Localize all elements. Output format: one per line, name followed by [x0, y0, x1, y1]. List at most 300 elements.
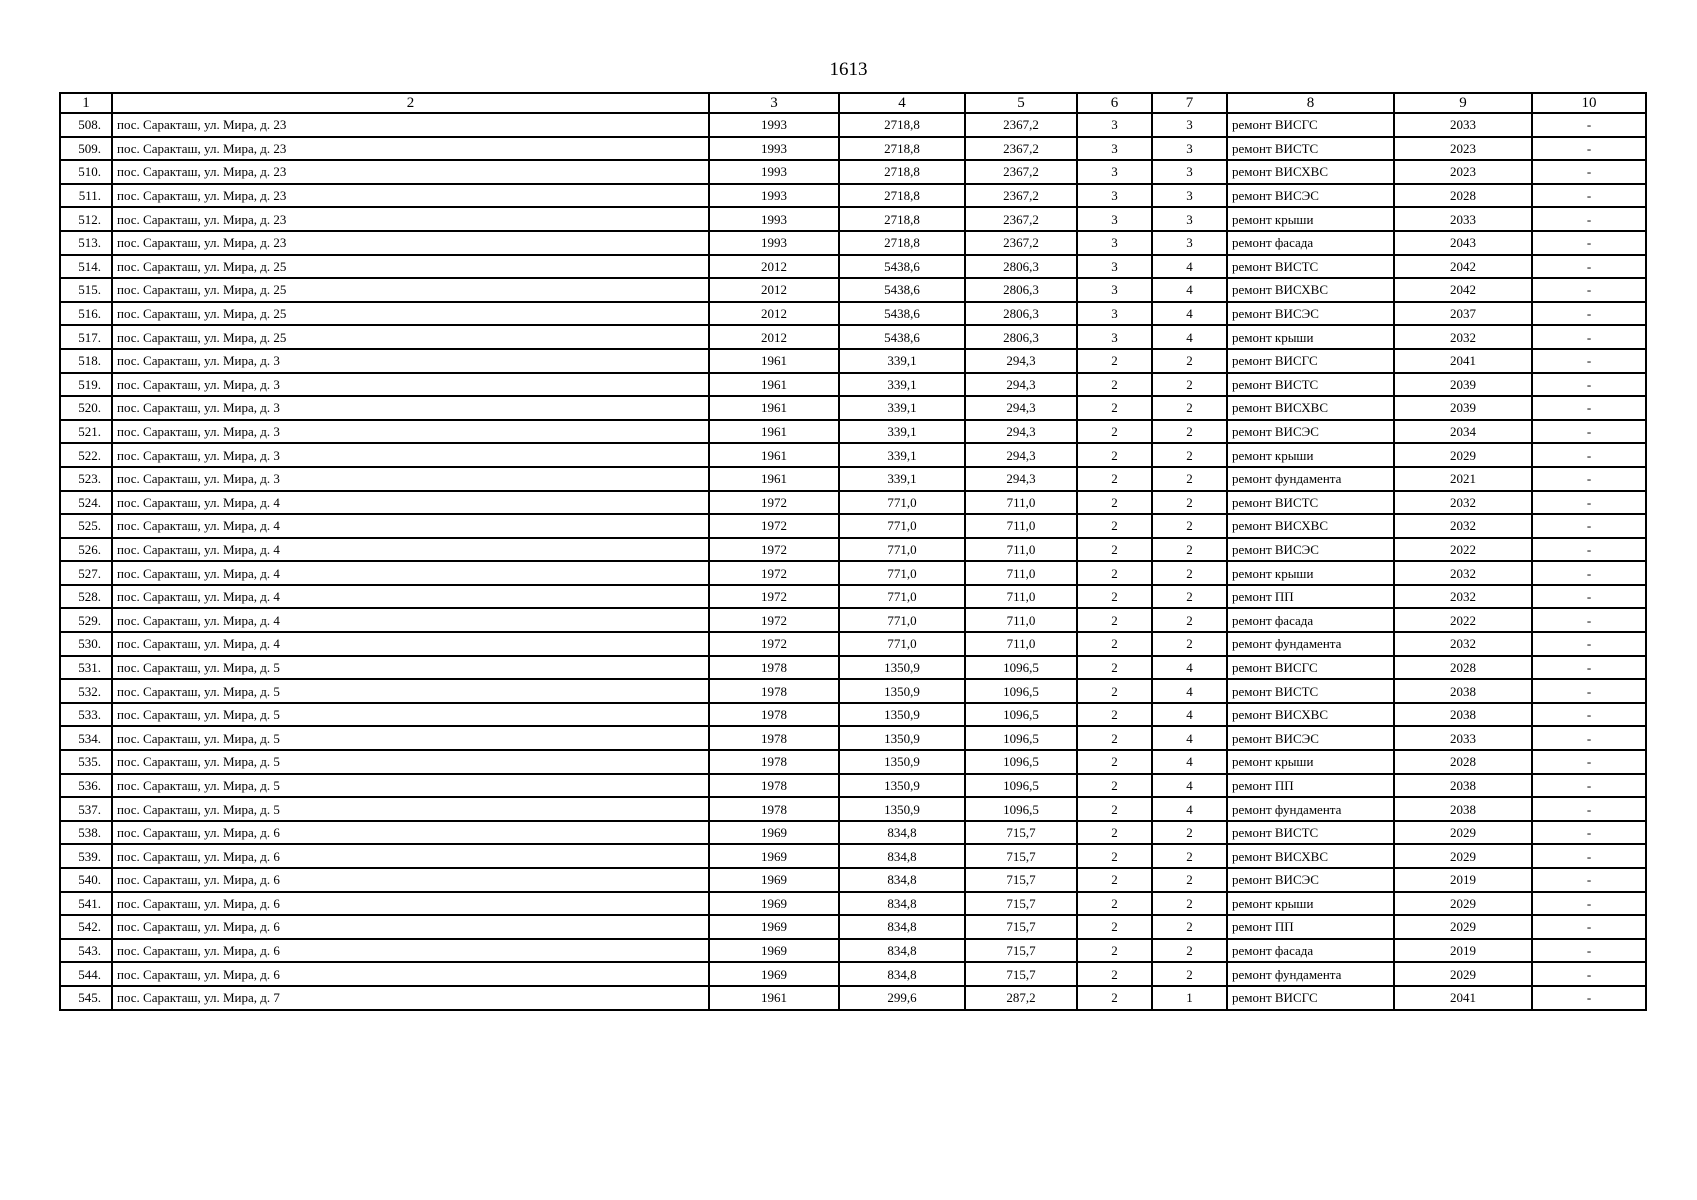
- column-header: 9: [1394, 93, 1532, 113]
- floors-cell: 2: [1077, 467, 1152, 491]
- work-type-cell: ремонт ВИСЭС: [1227, 420, 1394, 444]
- row-number-cell: 536.: [60, 774, 112, 798]
- table-row: [60, 844, 1646, 868]
- total-area-cell: 5438,6: [839, 325, 965, 349]
- entrances-cell: 1: [1152, 986, 1227, 1010]
- address-cell: пос. Саракташ, ул. Мира, д. 5: [112, 703, 709, 727]
- entrances-cell: 4: [1152, 656, 1227, 680]
- work-type-cell: ремонт крыши: [1227, 443, 1394, 467]
- planned-year-cell: 2033: [1394, 113, 1532, 137]
- column-header: 1: [60, 93, 112, 113]
- floors-cell: 2: [1077, 349, 1152, 373]
- table-row: [60, 491, 1646, 515]
- work-type-cell: ремонт ВИСХВС: [1227, 396, 1394, 420]
- row-number-cell: 535.: [60, 750, 112, 774]
- entrances-cell: 4: [1152, 278, 1227, 302]
- floors-cell: 2: [1077, 821, 1152, 845]
- address-cell: пос. Саракташ, ул. Мира, д. 4: [112, 585, 709, 609]
- planned-year-cell: 2019: [1394, 868, 1532, 892]
- year-cell: 1961: [709, 349, 839, 373]
- column-header: 5: [965, 93, 1077, 113]
- floors-cell: 2: [1077, 844, 1152, 868]
- year-cell: 1969: [709, 868, 839, 892]
- total-area-cell: 834,8: [839, 844, 965, 868]
- planned-year-cell: 2023: [1394, 137, 1532, 161]
- table-row: [60, 726, 1646, 750]
- work-type-cell: ремонт ПП: [1227, 585, 1394, 609]
- living-area-cell: 711,0: [965, 514, 1077, 538]
- work-type-cell: ремонт фундамента: [1227, 467, 1394, 491]
- row-number-cell: 531.: [60, 656, 112, 680]
- planned-year-cell: 2029: [1394, 892, 1532, 916]
- living-area-cell: 294,3: [965, 467, 1077, 491]
- living-area-cell: 2806,3: [965, 255, 1077, 279]
- year-cell: 1969: [709, 892, 839, 916]
- note-cell: -: [1532, 585, 1646, 609]
- work-type-cell: ремонт ВИСГС: [1227, 349, 1394, 373]
- living-area-cell: 2806,3: [965, 325, 1077, 349]
- total-area-cell: 339,1: [839, 349, 965, 373]
- total-area-cell: 5438,6: [839, 278, 965, 302]
- floors-cell: 2: [1077, 420, 1152, 444]
- address-cell: пос. Саракташ, ул. Мира, д. 25: [112, 302, 709, 326]
- year-cell: 1972: [709, 585, 839, 609]
- living-area-cell: 294,3: [965, 443, 1077, 467]
- living-area-cell: 1096,5: [965, 774, 1077, 798]
- address-cell: пос. Саракташ, ул. Мира, д. 3: [112, 467, 709, 491]
- table-row: [60, 137, 1646, 161]
- address-cell: пос. Саракташ, ул. Мира, д. 23: [112, 137, 709, 161]
- total-area-cell: 299,6: [839, 986, 965, 1010]
- row-number-cell: 545.: [60, 986, 112, 1010]
- row-number-cell: 537.: [60, 797, 112, 821]
- floors-cell: 3: [1077, 325, 1152, 349]
- living-area-cell: 2806,3: [965, 302, 1077, 326]
- address-cell: пос. Саракташ, ул. Мира, д. 6: [112, 844, 709, 868]
- note-cell: -: [1532, 302, 1646, 326]
- living-area-cell: 715,7: [965, 892, 1077, 916]
- table-row: [60, 396, 1646, 420]
- work-type-cell: ремонт ВИСГС: [1227, 986, 1394, 1010]
- row-number-cell: 514.: [60, 255, 112, 279]
- work-type-cell: ремонт ВИСЭС: [1227, 538, 1394, 562]
- header-row: [60, 93, 1646, 113]
- entrances-cell: 2: [1152, 514, 1227, 538]
- row-number-cell: 527.: [60, 561, 112, 585]
- table-row: [60, 373, 1646, 397]
- row-number-cell: 529.: [60, 608, 112, 632]
- row-number-cell: 513.: [60, 231, 112, 255]
- work-type-cell: ремонт ПП: [1227, 915, 1394, 939]
- column-header: 8: [1227, 93, 1394, 113]
- floors-cell: 2: [1077, 703, 1152, 727]
- year-cell: 1961: [709, 443, 839, 467]
- floors-cell: 2: [1077, 561, 1152, 585]
- year-cell: 1993: [709, 160, 839, 184]
- address-cell: пос. Саракташ, ул. Мира, д. 25: [112, 325, 709, 349]
- entrances-cell: 2: [1152, 561, 1227, 585]
- entrances-cell: 3: [1152, 113, 1227, 137]
- note-cell: -: [1532, 561, 1646, 585]
- total-area-cell: 339,1: [839, 396, 965, 420]
- note-cell: -: [1532, 774, 1646, 798]
- entrances-cell: 2: [1152, 467, 1227, 491]
- planned-year-cell: 2022: [1394, 608, 1532, 632]
- entrances-cell: 4: [1152, 679, 1227, 703]
- planned-year-cell: 2039: [1394, 373, 1532, 397]
- total-area-cell: 2718,8: [839, 137, 965, 161]
- living-area-cell: 715,7: [965, 962, 1077, 986]
- work-type-cell: ремонт крыши: [1227, 750, 1394, 774]
- work-type-cell: ремонт крыши: [1227, 561, 1394, 585]
- row-number-cell: 512.: [60, 207, 112, 231]
- row-number-cell: 510.: [60, 160, 112, 184]
- note-cell: -: [1532, 184, 1646, 208]
- living-area-cell: 287,2: [965, 986, 1077, 1010]
- column-header: 2: [112, 93, 709, 113]
- total-area-cell: 1350,9: [839, 726, 965, 750]
- row-number-cell: 511.: [60, 184, 112, 208]
- total-area-cell: 1350,9: [839, 679, 965, 703]
- planned-year-cell: 2039: [1394, 396, 1532, 420]
- living-area-cell: 1096,5: [965, 703, 1077, 727]
- entrances-cell: 3: [1152, 184, 1227, 208]
- planned-year-cell: 2029: [1394, 844, 1532, 868]
- table-row: [60, 302, 1646, 326]
- floors-cell: 3: [1077, 302, 1152, 326]
- note-cell: -: [1532, 278, 1646, 302]
- living-area-cell: 711,0: [965, 608, 1077, 632]
- entrances-cell: 2: [1152, 962, 1227, 986]
- living-area-cell: 2367,2: [965, 137, 1077, 161]
- entrances-cell: 2: [1152, 396, 1227, 420]
- address-cell: пос. Саракташ, ул. Мира, д. 3: [112, 443, 709, 467]
- planned-year-cell: 2032: [1394, 514, 1532, 538]
- note-cell: -: [1532, 939, 1646, 963]
- total-area-cell: 1350,9: [839, 703, 965, 727]
- planned-year-cell: 2028: [1394, 750, 1532, 774]
- living-area-cell: 1096,5: [965, 797, 1077, 821]
- row-number-cell: 508.: [60, 113, 112, 137]
- row-number-cell: 538.: [60, 821, 112, 845]
- note-cell: -: [1532, 373, 1646, 397]
- year-cell: 1972: [709, 608, 839, 632]
- row-number-cell: 544.: [60, 962, 112, 986]
- work-type-cell: ремонт фасада: [1227, 939, 1394, 963]
- total-area-cell: 2718,8: [839, 231, 965, 255]
- planned-year-cell: 2029: [1394, 443, 1532, 467]
- entrances-cell: 2: [1152, 349, 1227, 373]
- planned-year-cell: 2032: [1394, 491, 1532, 515]
- living-area-cell: 1096,5: [965, 726, 1077, 750]
- note-cell: -: [1532, 844, 1646, 868]
- living-area-cell: 715,7: [965, 939, 1077, 963]
- total-area-cell: 834,8: [839, 892, 965, 916]
- note-cell: -: [1532, 892, 1646, 916]
- work-type-cell: ремонт крыши: [1227, 325, 1394, 349]
- floors-cell: 2: [1077, 726, 1152, 750]
- work-type-cell: ремонт ВИСГС: [1227, 113, 1394, 137]
- entrances-cell: 2: [1152, 491, 1227, 515]
- note-cell: -: [1532, 656, 1646, 680]
- table-row: [60, 561, 1646, 585]
- entrances-cell: 4: [1152, 797, 1227, 821]
- total-area-cell: 771,0: [839, 585, 965, 609]
- work-type-cell: ремонт ВИСТС: [1227, 137, 1394, 161]
- year-cell: 1993: [709, 231, 839, 255]
- table-row: [60, 467, 1646, 491]
- work-type-cell: ремонт ВИСХВС: [1227, 514, 1394, 538]
- row-number-cell: 534.: [60, 726, 112, 750]
- row-number-cell: 526.: [60, 538, 112, 562]
- work-type-cell: ремонт ВИСЭС: [1227, 726, 1394, 750]
- table-row: [60, 349, 1646, 373]
- table-row: [60, 986, 1646, 1010]
- total-area-cell: 771,0: [839, 561, 965, 585]
- address-cell: пос. Саракташ, ул. Мира, д. 5: [112, 726, 709, 750]
- year-cell: 1972: [709, 514, 839, 538]
- table-row: [60, 514, 1646, 538]
- year-cell: 1961: [709, 467, 839, 491]
- planned-year-cell: 2038: [1394, 774, 1532, 798]
- table-row: [60, 679, 1646, 703]
- note-cell: -: [1532, 726, 1646, 750]
- table-row: [60, 656, 1646, 680]
- address-cell: пос. Саракташ, ул. Мира, д. 25: [112, 278, 709, 302]
- floors-cell: 2: [1077, 373, 1152, 397]
- note-cell: -: [1532, 255, 1646, 279]
- work-type-cell: ремонт ВИСТС: [1227, 255, 1394, 279]
- address-cell: пос. Саракташ, ул. Мира, д. 23: [112, 184, 709, 208]
- year-cell: 1969: [709, 821, 839, 845]
- year-cell: 1961: [709, 986, 839, 1010]
- year-cell: 1961: [709, 396, 839, 420]
- entrances-cell: 4: [1152, 255, 1227, 279]
- year-cell: 1969: [709, 915, 839, 939]
- work-type-cell: ремонт ВИСХВС: [1227, 844, 1394, 868]
- table-row: [60, 325, 1646, 349]
- work-type-cell: ремонт ВИСЭС: [1227, 302, 1394, 326]
- table-row: [60, 585, 1646, 609]
- planned-year-cell: 2033: [1394, 726, 1532, 750]
- living-area-cell: 711,0: [965, 585, 1077, 609]
- year-cell: 1978: [709, 679, 839, 703]
- year-cell: 2012: [709, 278, 839, 302]
- work-type-cell: ремонт фундамента: [1227, 632, 1394, 656]
- address-cell: пос. Саракташ, ул. Мира, д. 5: [112, 656, 709, 680]
- address-cell: пос. Саракташ, ул. Мира, д. 4: [112, 491, 709, 515]
- total-area-cell: 1350,9: [839, 750, 965, 774]
- total-area-cell: 1350,9: [839, 774, 965, 798]
- total-area-cell: 339,1: [839, 420, 965, 444]
- note-cell: -: [1532, 325, 1646, 349]
- floors-cell: 3: [1077, 255, 1152, 279]
- total-area-cell: 5438,6: [839, 302, 965, 326]
- table-row: [60, 821, 1646, 845]
- address-cell: пос. Саракташ, ул. Мира, д. 5: [112, 774, 709, 798]
- note-cell: -: [1532, 231, 1646, 255]
- floors-cell: 3: [1077, 231, 1152, 255]
- table-row: [60, 774, 1646, 798]
- column-header: 4: [839, 93, 965, 113]
- entrances-cell: 4: [1152, 774, 1227, 798]
- table-row: [60, 255, 1646, 279]
- note-cell: -: [1532, 349, 1646, 373]
- floors-cell: 3: [1077, 207, 1152, 231]
- planned-year-cell: 2041: [1394, 986, 1532, 1010]
- row-number-cell: 517.: [60, 325, 112, 349]
- address-cell: пос. Саракташ, ул. Мира, д. 3: [112, 373, 709, 397]
- entrances-cell: 3: [1152, 231, 1227, 255]
- living-area-cell: 294,3: [965, 373, 1077, 397]
- entrances-cell: 2: [1152, 420, 1227, 444]
- row-number-cell: 525.: [60, 514, 112, 538]
- planned-year-cell: 2029: [1394, 915, 1532, 939]
- floors-cell: 2: [1077, 656, 1152, 680]
- planned-year-cell: 2038: [1394, 703, 1532, 727]
- work-type-cell: ремонт ВИСТС: [1227, 491, 1394, 515]
- planned-year-cell: 2038: [1394, 679, 1532, 703]
- floors-cell: 2: [1077, 962, 1152, 986]
- entrances-cell: 4: [1152, 302, 1227, 326]
- entrances-cell: 4: [1152, 703, 1227, 727]
- note-cell: -: [1532, 868, 1646, 892]
- table-body: [60, 93, 1646, 1010]
- row-number-cell: 518.: [60, 349, 112, 373]
- table-row: [60, 868, 1646, 892]
- total-area-cell: 771,0: [839, 608, 965, 632]
- note-cell: -: [1532, 113, 1646, 137]
- planned-year-cell: 2022: [1394, 538, 1532, 562]
- floors-cell: 2: [1077, 514, 1152, 538]
- row-number-cell: 530.: [60, 632, 112, 656]
- work-type-cell: ремонт ВИСЭС: [1227, 184, 1394, 208]
- floors-cell: 2: [1077, 632, 1152, 656]
- table-row: [60, 703, 1646, 727]
- year-cell: 1978: [709, 656, 839, 680]
- address-cell: пос. Саракташ, ул. Мира, д. 6: [112, 915, 709, 939]
- work-type-cell: ремонт фасада: [1227, 608, 1394, 632]
- floors-cell: 2: [1077, 585, 1152, 609]
- entrances-cell: 2: [1152, 443, 1227, 467]
- table-row: [60, 231, 1646, 255]
- total-area-cell: 771,0: [839, 491, 965, 515]
- year-cell: 1993: [709, 184, 839, 208]
- year-cell: 1978: [709, 703, 839, 727]
- year-cell: 1993: [709, 137, 839, 161]
- note-cell: -: [1532, 514, 1646, 538]
- living-area-cell: 1096,5: [965, 750, 1077, 774]
- note-cell: -: [1532, 420, 1646, 444]
- total-area-cell: 834,8: [839, 915, 965, 939]
- table-row: [60, 750, 1646, 774]
- living-area-cell: 2367,2: [965, 231, 1077, 255]
- entrances-cell: 2: [1152, 844, 1227, 868]
- work-type-cell: ремонт крыши: [1227, 207, 1394, 231]
- work-type-cell: ремонт фундамента: [1227, 797, 1394, 821]
- repair-schedule-table: [59, 92, 1647, 1011]
- table-row: [60, 915, 1646, 939]
- address-cell: пос. Саракташ, ул. Мира, д. 3: [112, 396, 709, 420]
- address-cell: пос. Саракташ, ул. Мира, д. 6: [112, 892, 709, 916]
- table-row: [60, 113, 1646, 137]
- address-cell: пос. Саракташ, ул. Мира, д. 5: [112, 797, 709, 821]
- floors-cell: 2: [1077, 750, 1152, 774]
- table-row: [60, 443, 1646, 467]
- note-cell: -: [1532, 750, 1646, 774]
- row-number-cell: 524.: [60, 491, 112, 515]
- year-cell: 2012: [709, 302, 839, 326]
- floors-cell: 2: [1077, 396, 1152, 420]
- column-header: 6: [1077, 93, 1152, 113]
- table-row: [60, 207, 1646, 231]
- row-number-cell: 515.: [60, 278, 112, 302]
- note-cell: -: [1532, 467, 1646, 491]
- year-cell: 1961: [709, 373, 839, 397]
- planned-year-cell: 2032: [1394, 585, 1532, 609]
- planned-year-cell: 2032: [1394, 325, 1532, 349]
- year-cell: 1978: [709, 797, 839, 821]
- total-area-cell: 834,8: [839, 821, 965, 845]
- total-area-cell: 834,8: [839, 868, 965, 892]
- living-area-cell: 711,0: [965, 538, 1077, 562]
- living-area-cell: 294,3: [965, 396, 1077, 420]
- table-row: [60, 538, 1646, 562]
- table-row: [60, 184, 1646, 208]
- table-row: [60, 278, 1646, 302]
- floors-cell: 2: [1077, 915, 1152, 939]
- table-row: [60, 962, 1646, 986]
- address-cell: пос. Саракташ, ул. Мира, д. 23: [112, 113, 709, 137]
- floors-cell: 3: [1077, 160, 1152, 184]
- note-cell: -: [1532, 797, 1646, 821]
- work-type-cell: ремонт ПП: [1227, 774, 1394, 798]
- entrances-cell: 3: [1152, 207, 1227, 231]
- floors-cell: 3: [1077, 184, 1152, 208]
- row-number-cell: 528.: [60, 585, 112, 609]
- address-cell: пос. Саракташ, ул. Мира, д. 4: [112, 632, 709, 656]
- row-number-cell: 532.: [60, 679, 112, 703]
- living-area-cell: 294,3: [965, 420, 1077, 444]
- address-cell: пос. Саракташ, ул. Мира, д. 7: [112, 986, 709, 1010]
- floors-cell: 2: [1077, 608, 1152, 632]
- table-row: [60, 420, 1646, 444]
- work-type-cell: ремонт ВИСЭС: [1227, 868, 1394, 892]
- entrances-cell: 3: [1152, 160, 1227, 184]
- planned-year-cell: 2041: [1394, 349, 1532, 373]
- planned-year-cell: 2034: [1394, 420, 1532, 444]
- work-type-cell: ремонт ВИСТС: [1227, 821, 1394, 845]
- work-type-cell: ремонт крыши: [1227, 892, 1394, 916]
- living-area-cell: 715,7: [965, 821, 1077, 845]
- work-type-cell: ремонт ВИСХВС: [1227, 160, 1394, 184]
- planned-year-cell: 2029: [1394, 962, 1532, 986]
- total-area-cell: 834,8: [839, 962, 965, 986]
- table-row: [60, 892, 1646, 916]
- floors-cell: 2: [1077, 538, 1152, 562]
- entrances-cell: 4: [1152, 750, 1227, 774]
- entrances-cell: 4: [1152, 325, 1227, 349]
- total-area-cell: 2718,8: [839, 184, 965, 208]
- address-cell: пос. Саракташ, ул. Мира, д. 5: [112, 679, 709, 703]
- floors-cell: 2: [1077, 774, 1152, 798]
- planned-year-cell: 2032: [1394, 561, 1532, 585]
- floors-cell: 2: [1077, 986, 1152, 1010]
- planned-year-cell: 2042: [1394, 278, 1532, 302]
- planned-year-cell: 2033: [1394, 207, 1532, 231]
- year-cell: 1969: [709, 962, 839, 986]
- floors-cell: 2: [1077, 797, 1152, 821]
